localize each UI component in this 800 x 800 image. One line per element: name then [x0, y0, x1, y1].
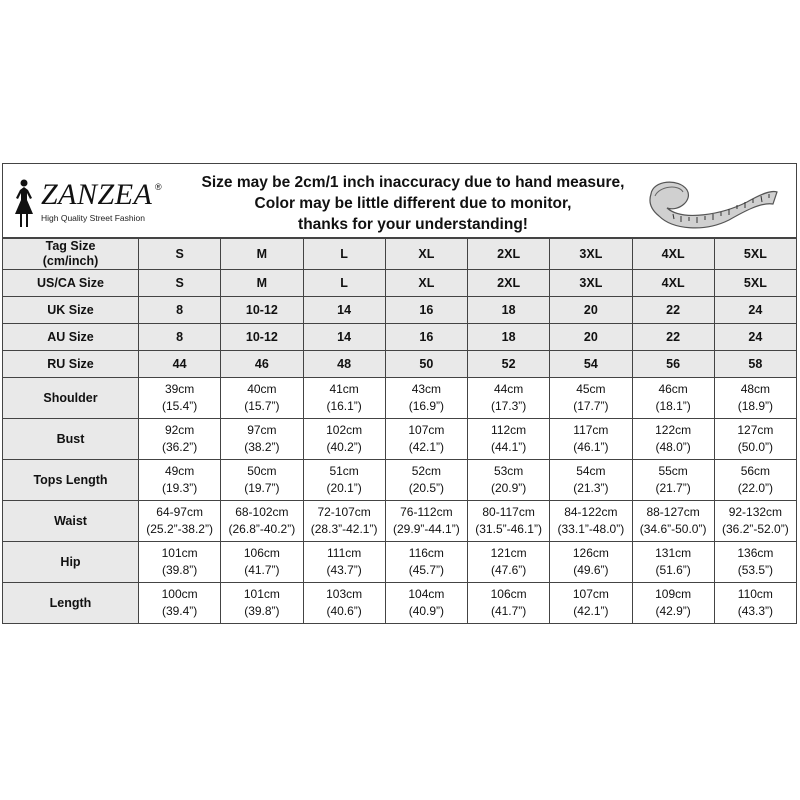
- cm-value: 55cm: [658, 464, 688, 478]
- cm-value: 56cm: [740, 464, 771, 478]
- size-cell: S: [139, 270, 221, 297]
- measure-cell: [221, 542, 303, 583]
- cm-value: 106cm: [490, 587, 527, 601]
- measure-cell: [550, 583, 632, 624]
- brand-tagline: High Quality Street Fashion: [41, 213, 145, 223]
- inch-value: (51.6”): [655, 563, 691, 577]
- table-row: [3, 297, 797, 324]
- inch-value: (18.1”): [655, 399, 691, 413]
- inch-value: (50.0”): [737, 440, 774, 454]
- notice-line: Size may be 2cm/1 inch inaccuracy due to hand measure,: [201, 174, 625, 191]
- inch-value: (45.7”): [408, 563, 445, 577]
- inch-value: (39.8”): [244, 604, 280, 618]
- inch-value: (49.6”): [573, 563, 609, 577]
- inch-value: (28.3”-42.1”): [310, 522, 378, 536]
- inch-value: (21.7”): [655, 481, 691, 495]
- size-cell: XL: [385, 270, 467, 297]
- cm-value: 43cm: [411, 382, 442, 396]
- size-cell: 20: [550, 297, 632, 324]
- measure-cell: [632, 501, 714, 542]
- size-chart: [2, 163, 797, 637]
- cm-value: 46cm: [658, 382, 688, 396]
- row-label: RU Size: [3, 351, 139, 378]
- size-cell: 44: [139, 351, 221, 378]
- size-cell: 22: [632, 324, 714, 351]
- row-label: Shoulder: [3, 378, 139, 419]
- brand-name: ZANZEA: [41, 178, 153, 211]
- measure-cell: [221, 460, 303, 501]
- row-label: Tops Length: [3, 460, 139, 501]
- measure-cell: [303, 501, 385, 542]
- size-cell: M: [221, 239, 303, 270]
- size-cell: 18: [468, 297, 550, 324]
- size-cell: 54: [550, 351, 632, 378]
- cm-value: 104cm: [408, 587, 445, 601]
- measure-cell: [632, 378, 714, 419]
- table-row: [3, 501, 797, 542]
- cm-value: 54cm: [576, 464, 606, 478]
- row-label: Bust: [3, 419, 139, 460]
- measure-cell: [632, 583, 714, 624]
- inch-value: (21.3”): [573, 481, 609, 495]
- cm-value: 48cm: [740, 382, 771, 396]
- cm-value: 122cm: [655, 423, 692, 437]
- measure-cell: [303, 419, 385, 460]
- cm-value: 112cm: [491, 423, 527, 437]
- row-label: Length: [3, 583, 139, 624]
- measure-cell: [303, 378, 385, 419]
- cm-value: 68-102cm: [235, 505, 289, 519]
- cm-value: 116cm: [408, 546, 444, 560]
- measuring-tape-icon: [643, 172, 783, 232]
- cm-value: 107cm: [408, 423, 445, 437]
- measure-cell: [468, 378, 550, 419]
- row-label: UK Size: [3, 297, 139, 324]
- inch-value: (47.6”): [490, 563, 527, 577]
- cm-value: 127cm: [737, 423, 774, 437]
- table-row: [3, 239, 797, 270]
- cm-value: 106cm: [243, 546, 280, 560]
- size-cell: 24: [714, 324, 796, 351]
- cm-value: 44cm: [493, 382, 524, 396]
- measure-cell: [468, 583, 550, 624]
- cm-value: 131cm: [655, 546, 692, 560]
- inch-value: (19.7”): [244, 481, 280, 495]
- cm-value: 64-97cm: [156, 505, 203, 519]
- cm-value: 40cm: [247, 382, 277, 396]
- cm-value: 50cm: [247, 464, 277, 478]
- size-cell: 8: [139, 297, 221, 324]
- measure-cell: [139, 542, 221, 583]
- measure-cell: [550, 460, 632, 501]
- measure-cell: [221, 583, 303, 624]
- measure-cell: [632, 460, 714, 501]
- woman-silhouette-icon: [11, 178, 37, 230]
- measure-cell: [632, 542, 714, 583]
- measure-cell: [303, 460, 385, 501]
- inch-value: (36.2”): [161, 440, 198, 454]
- inch-value: (40.6”): [326, 604, 362, 618]
- measure-cell: [303, 542, 385, 583]
- inch-value: (43.7”): [326, 563, 362, 577]
- inch-value: (16.9”): [408, 399, 445, 413]
- size-cell: 52: [468, 351, 550, 378]
- table-row: [3, 378, 797, 419]
- inch-value: (40.2”): [326, 440, 362, 454]
- cm-value: 53cm: [493, 464, 524, 478]
- size-cell: 10-12: [221, 297, 303, 324]
- cm-value: 100cm: [161, 587, 198, 601]
- table-row: [3, 324, 797, 351]
- table-row: [3, 351, 797, 378]
- inch-value: (29.9”-44.1”): [393, 522, 460, 536]
- measure-cell: [139, 460, 221, 501]
- measure-cell: [221, 501, 303, 542]
- measure-cell: [714, 583, 796, 624]
- row-label: AU Size: [3, 324, 139, 351]
- measure-cell: [139, 378, 221, 419]
- size-cell: 8: [139, 324, 221, 351]
- measure-cell: [714, 460, 796, 501]
- table-row: [3, 419, 797, 460]
- inch-value: (19.3”): [161, 481, 198, 495]
- cm-value: 49cm: [164, 464, 195, 478]
- cm-value: 92cm: [164, 423, 195, 437]
- inch-value: (17.3”): [490, 399, 527, 413]
- size-cell: L: [303, 270, 385, 297]
- size-cell: 3XL: [550, 270, 632, 297]
- measure-cell: [632, 419, 714, 460]
- cm-value: 126cm: [572, 546, 609, 560]
- inch-value: (36.2”-52.0”): [722, 522, 789, 536]
- measure-cell: [714, 542, 796, 583]
- size-cell: 16: [385, 324, 467, 351]
- inch-value: (53.5”): [737, 563, 774, 577]
- inch-value: (33.1”-48.0”): [557, 522, 625, 536]
- size-cell: 48: [303, 351, 385, 378]
- size-cell: 22: [632, 297, 714, 324]
- row-label: Hip: [3, 542, 139, 583]
- measure-cell: [139, 419, 221, 460]
- measure-cell: [385, 583, 467, 624]
- size-table: [2, 238, 797, 624]
- size-cell: 4XL: [632, 239, 714, 270]
- cm-value: 72-107cm: [317, 505, 371, 519]
- cm-value: 80-117cm: [482, 505, 535, 519]
- measure-cell: [550, 419, 632, 460]
- cm-value: 76-112cm: [400, 505, 453, 519]
- cm-value: 52cm: [411, 464, 442, 478]
- size-cell: 5XL: [714, 270, 796, 297]
- inch-value: (48.0”): [655, 440, 691, 454]
- inch-value: (46.1”): [573, 440, 609, 454]
- inch-value: (18.9”): [737, 399, 774, 413]
- inch-value: (40.9”): [408, 604, 445, 618]
- size-cell: 14: [303, 297, 385, 324]
- measure-cell: [550, 501, 632, 542]
- size-cell: 18: [468, 324, 550, 351]
- inch-value: (22.0”): [737, 481, 774, 495]
- chart-header: [2, 163, 797, 238]
- measure-cell: [385, 378, 467, 419]
- inch-value: (41.7”): [490, 604, 527, 618]
- inch-value: (39.8”): [161, 563, 198, 577]
- measure-cell: [303, 583, 385, 624]
- inch-value: (16.1”): [326, 399, 362, 413]
- inch-value: (26.8”-40.2”): [228, 522, 296, 536]
- inch-value: (31.5”-46.1”): [475, 522, 542, 536]
- cm-value: 121cm: [490, 546, 527, 560]
- size-cell: 10-12: [221, 324, 303, 351]
- inch-value: (15.4”): [161, 399, 198, 413]
- measure-cell: [550, 378, 632, 419]
- measure-cell: [221, 378, 303, 419]
- inch-value: (34.6”-50.0”): [639, 522, 707, 536]
- brand-logo: [11, 176, 171, 231]
- table-row: [3, 542, 797, 583]
- measure-cell: [714, 419, 796, 460]
- size-cell: 2XL: [468, 239, 550, 270]
- cm-value: 84-122cm: [564, 505, 618, 519]
- measure-cell: [714, 501, 796, 542]
- inch-value: (20.9”): [490, 481, 527, 495]
- table-row: [3, 583, 797, 624]
- cm-value: 136cm: [737, 546, 774, 560]
- inch-value: (20.5”): [408, 481, 445, 495]
- size-cell: 24: [714, 297, 796, 324]
- cm-value: 111cm: [327, 546, 362, 560]
- size-cell: 56: [632, 351, 714, 378]
- cm-value: 39cm: [164, 382, 195, 396]
- size-cell: 20: [550, 324, 632, 351]
- cm-value: 51cm: [329, 464, 359, 478]
- size-cell: 5XL: [714, 239, 796, 270]
- inch-value: (38.2”): [244, 440, 280, 454]
- cm-value: 107cm: [572, 587, 609, 601]
- inch-value: (39.4”): [161, 604, 198, 618]
- inch-value: (42.1”): [408, 440, 445, 454]
- size-cell: XL: [385, 239, 467, 270]
- measure-cell: [221, 419, 303, 460]
- cm-value: 110cm: [737, 587, 773, 601]
- size-cell: 16: [385, 297, 467, 324]
- size-cell: L: [303, 239, 385, 270]
- measure-cell: [550, 542, 632, 583]
- cm-value: 41cm: [329, 382, 359, 396]
- cm-value: 101cm: [243, 587, 280, 601]
- inch-value: (25.2”-38.2”): [146, 522, 213, 536]
- cm-value: 45cm: [576, 382, 606, 396]
- inch-value: (41.7”): [244, 563, 280, 577]
- table-row: [3, 270, 797, 297]
- cm-value: 109cm: [655, 587, 692, 601]
- measure-cell: [468, 501, 550, 542]
- size-cell: S: [139, 239, 221, 270]
- registered-mark: ®: [155, 182, 162, 192]
- size-cell: 3XL: [550, 239, 632, 270]
- measure-cell: [139, 583, 221, 624]
- cm-value: 97cm: [247, 423, 277, 437]
- inch-value: (43.3”): [737, 604, 774, 618]
- row-label: US/CA Size: [3, 270, 139, 297]
- row-label: Tag Size (cm/inch): [3, 239, 139, 270]
- cm-value: 102cm: [326, 423, 363, 437]
- size-cell: 14: [303, 324, 385, 351]
- size-cell: 46: [221, 351, 303, 378]
- table-row: [3, 460, 797, 501]
- inch-value: (44.1”): [490, 440, 527, 454]
- notice-line: thanks for your understanding!: [298, 216, 528, 233]
- measure-cell: [468, 419, 550, 460]
- size-cell: 50: [385, 351, 467, 378]
- measure-cell: [385, 419, 467, 460]
- inch-value: (17.7”): [573, 399, 609, 413]
- cm-value: 101cm: [161, 546, 198, 560]
- size-cell: M: [221, 270, 303, 297]
- size-cell: 4XL: [632, 270, 714, 297]
- row-label: Waist: [3, 501, 139, 542]
- size-cell: 58: [714, 351, 796, 378]
- cm-value: 117cm: [573, 423, 609, 437]
- cm-value: 92-132cm: [728, 505, 783, 519]
- measure-cell: [385, 501, 467, 542]
- notice-line: Color may be little different due to monitor,: [254, 195, 572, 212]
- measure-cell: [139, 501, 221, 542]
- measure-cell: [385, 460, 467, 501]
- measure-cell: [468, 542, 550, 583]
- measure-cell: [714, 378, 796, 419]
- inch-value: (42.1”): [573, 604, 609, 618]
- cm-value: 88-127cm: [646, 505, 700, 519]
- measure-cell: [468, 460, 550, 501]
- notice-text: [173, 172, 653, 235]
- measure-cell: [385, 542, 467, 583]
- inch-value: (15.7”): [244, 399, 280, 413]
- inch-value: (42.9”): [655, 604, 691, 618]
- cm-value: 103cm: [326, 587, 363, 601]
- size-cell: 2XL: [468, 270, 550, 297]
- inch-value: (20.1”): [326, 481, 362, 495]
